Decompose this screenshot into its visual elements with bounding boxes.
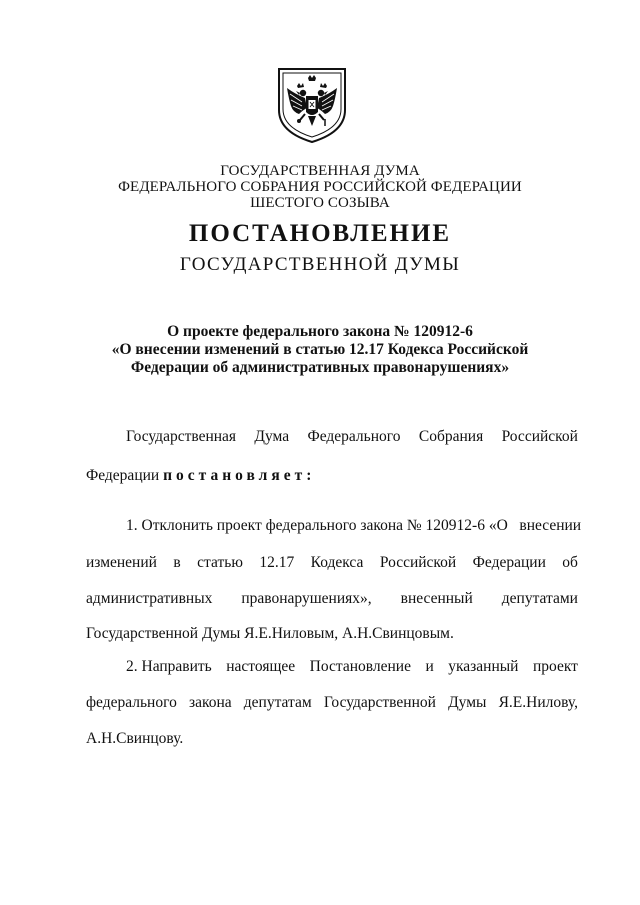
word: депутатам	[243, 694, 312, 711]
subject-line-1: О проекте федерального закона № 120912-6	[167, 323, 473, 340]
word: Федерального	[307, 428, 401, 445]
p2-line-2	[86, 694, 578, 712]
org-name-line-2: ФЕДЕРАЛЬНОГО СОБРАНИЯ РОССИЙСКОЙ ФЕДЕРАЦИИ	[118, 179, 522, 195]
p2-line-1	[126, 658, 578, 676]
word: Федерации	[86, 467, 160, 484]
word: 12.17	[259, 554, 295, 571]
word: правонарушениях»,	[241, 590, 372, 607]
word: в	[173, 554, 181, 571]
word: Я.Е.Нилову,	[498, 694, 578, 711]
word: изменений	[86, 554, 157, 571]
word: 2. Направить	[126, 658, 212, 675]
subject-line-3: Федерации об административных правонарушениях»	[130, 359, 510, 376]
word: указанный	[448, 658, 519, 675]
word: Кодекса	[310, 554, 364, 571]
word: Постановление	[309, 658, 411, 675]
p1-line-1: 1. Отклонить проект федерального закона № 120912-6 «О внесении	[126, 517, 582, 534]
preamble-line-1	[126, 428, 578, 446]
org-name-line-1: ГОСУДАРСТВЕННАЯ ДУМА	[220, 163, 420, 179]
document-subtitle: ГОСУДАРСТВЕННОЙ ДУМЫ	[179, 254, 461, 275]
word: Дума	[254, 428, 290, 445]
word: Государственная	[126, 428, 237, 445]
decree-word: постановляет:	[163, 467, 316, 484]
preamble-line-2	[86, 467, 578, 485]
word: Собрания	[418, 428, 484, 445]
word: и	[425, 658, 434, 675]
word: Государственной	[323, 694, 436, 711]
p2-line-3: А.Н.Свинцову.	[86, 730, 184, 747]
word: федерального	[86, 694, 177, 711]
word: Российской	[379, 554, 457, 571]
p1-line-4: Государственной Думы Я.Е.Ниловым, А.Н.Свинцовым.	[86, 625, 454, 642]
word: административных	[86, 590, 213, 607]
word: об	[562, 554, 578, 571]
subject-line-2: «О внесении изменений в статью 12.17 Кодекса Российской	[111, 341, 529, 358]
word: Российской	[501, 428, 578, 445]
word: настоящее	[226, 658, 296, 675]
word: депутатами	[501, 590, 578, 607]
convocation-line: ШЕСТОГО СОЗЫВА	[250, 195, 390, 211]
document-title: ПОСТАНОВЛЕНИЕ	[188, 220, 452, 247]
word: внесенный	[400, 590, 473, 607]
word: Думы	[448, 694, 487, 711]
word: Федерации	[472, 554, 546, 571]
word: проект	[532, 658, 578, 675]
russian-coat-of-arms-icon	[275, 66, 349, 144]
p1-line-2	[86, 554, 578, 572]
word: закона	[188, 694, 232, 711]
p1-line-3	[86, 590, 578, 608]
word: статью	[197, 554, 243, 571]
